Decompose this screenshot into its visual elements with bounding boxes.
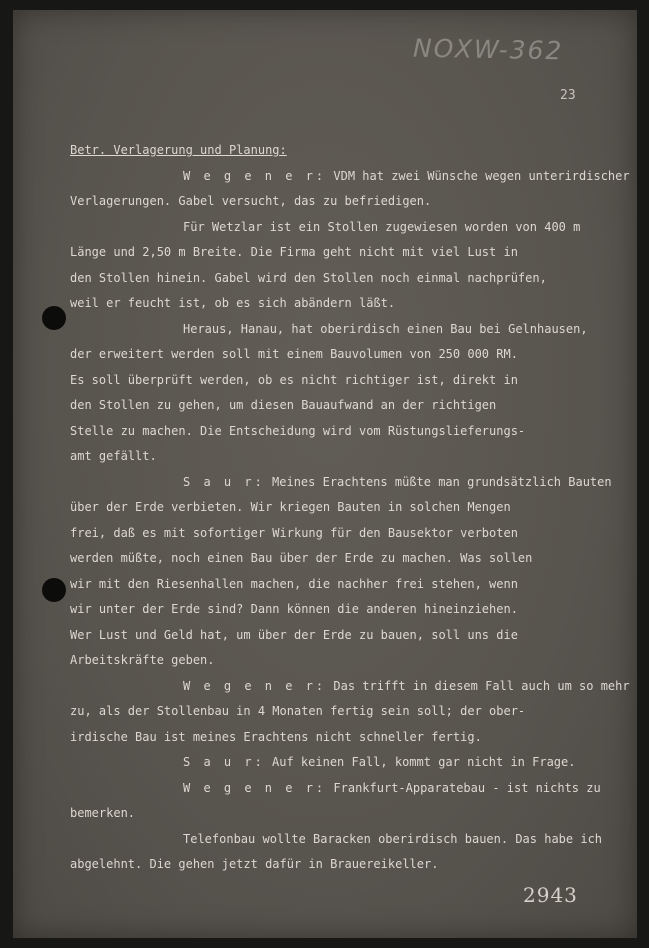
line-text: den Stollen hinein. Gabel wird den Stollen noch einmal nachprüfen,	[70, 270, 547, 285]
punch-hole-lower	[42, 578, 66, 602]
line-text: Verlagerungen. Gabel versucht, das zu befriedigen.	[70, 194, 432, 208]
text-line	[70, 215, 635, 241]
line-text: Arbeitskräfte geben.	[70, 653, 215, 667]
line-text: Meines Erachtens müßte man grundsätzlich Bauten	[272, 474, 612, 489]
line-text: zu, als der Stollenbau in 4 Monaten fertig sein soll; der ober-	[70, 704, 526, 718]
document-heading: Betr. Verlagerung und Planung:	[70, 143, 287, 157]
text-line	[70, 470, 635, 496]
line-text: bemerken.	[70, 806, 136, 820]
document-page	[13, 10, 637, 938]
line-text: Für Wetzlar ist ein Stollen zugewiesen worden von 400 m	[183, 219, 581, 234]
text-line	[70, 648, 635, 674]
line-text: frei, daß es mit sofortiger Wirkung für den Bausektor verboten	[70, 525, 518, 540]
handwritten-annotation: NOXW-362	[412, 33, 564, 66]
line-text: Auf keinen Fall, kommt gar nicht in Frage.	[272, 755, 576, 769]
text-line	[70, 291, 635, 317]
text-line	[70, 546, 635, 572]
text-line	[70, 444, 635, 470]
speaker-name: W e g e n e r:	[183, 678, 327, 693]
text-line	[70, 317, 635, 343]
speaker-name: S a u r:	[183, 755, 265, 769]
text-line	[70, 266, 635, 292]
text-line	[70, 419, 635, 445]
text-line	[70, 368, 635, 394]
line-text: Telefonbau wollte Baracken oberirdisch bauen. Das habe ich	[183, 831, 603, 846]
text-line	[70, 750, 635, 776]
text-line	[70, 572, 635, 598]
line-text: Wer Lust und Geld hat, um über der Erde zu bauen, soll uns die	[70, 627, 518, 642]
text-line	[70, 801, 635, 827]
text-line	[70, 623, 635, 649]
text-line	[70, 164, 635, 190]
line-text: Es soll überprüft werden, ob es nicht richtiger ist, direkt in	[70, 372, 518, 387]
speaker-name: W e g e n e r:	[183, 780, 327, 795]
line-text: der erweitert werden soll mit einem Bauvolumen von 250 000 RM.	[70, 347, 518, 361]
page-number: 23	[560, 88, 576, 103]
line-text: den Stollen zu gehen, um diesen Bauaufwand an der richtigen	[70, 398, 497, 412]
text-line	[70, 342, 635, 368]
line-text: abgelehnt. Die gehen jetzt dafür in Brauereikeller.	[70, 857, 439, 871]
text-line	[70, 597, 635, 623]
text-line	[70, 852, 635, 878]
stamp-number: 2943	[523, 883, 578, 907]
line-text: wir unter der Erde sind? Dann können die anderen hineinziehen.	[70, 602, 518, 616]
line-text: amt gefällt.	[70, 449, 157, 463]
document-body	[70, 138, 635, 878]
text-line	[70, 521, 635, 547]
speaker-name: W e g e n e r:	[183, 168, 327, 183]
text-line	[70, 495, 635, 521]
speaker-name: S a u r:	[183, 474, 265, 489]
line-text: VDM hat zwei Wünsche wegen unterirdischer	[333, 168, 630, 183]
line-text: Stelle zu machen. Die Entscheidung wird vom Rüstungslieferungs-	[70, 423, 526, 438]
line-text: Heraus, Hanau, hat oberirdisch einen Bau bei Gelnhausen,	[183, 321, 588, 336]
text-line	[70, 699, 635, 725]
text-line	[70, 393, 635, 419]
line-text: über der Erde verbieten. Wir kriegen Bauten in solchen Mengen	[70, 500, 511, 514]
line-text: Frankfurt-Apparatebau - ist nichts zu	[333, 780, 601, 795]
line-text: weil er feucht ist, ob es sich abändern läßt.	[70, 296, 396, 310]
text-line	[70, 725, 635, 751]
line-text: irdische Bau ist meines Erachtens nicht schneller fertig.	[70, 729, 482, 744]
text-line	[70, 674, 635, 700]
line-text: werden müßte, noch einen Bau über der Erde zu machen. Was sollen	[70, 551, 533, 565]
punch-hole-upper	[42, 306, 66, 330]
line-text: wir mit den Riesenhallen machen, die nachher frei stehen, wenn	[70, 576, 518, 591]
text-line	[70, 189, 635, 215]
line-text: Länge und 2,50 m Breite. Die Firma geht nicht mit viel Lust in	[70, 245, 518, 259]
text-line	[70, 240, 635, 266]
text-line	[70, 827, 635, 853]
text-line	[70, 776, 635, 802]
line-text: Das trifft in diesem Fall auch um so mehr	[333, 678, 630, 693]
